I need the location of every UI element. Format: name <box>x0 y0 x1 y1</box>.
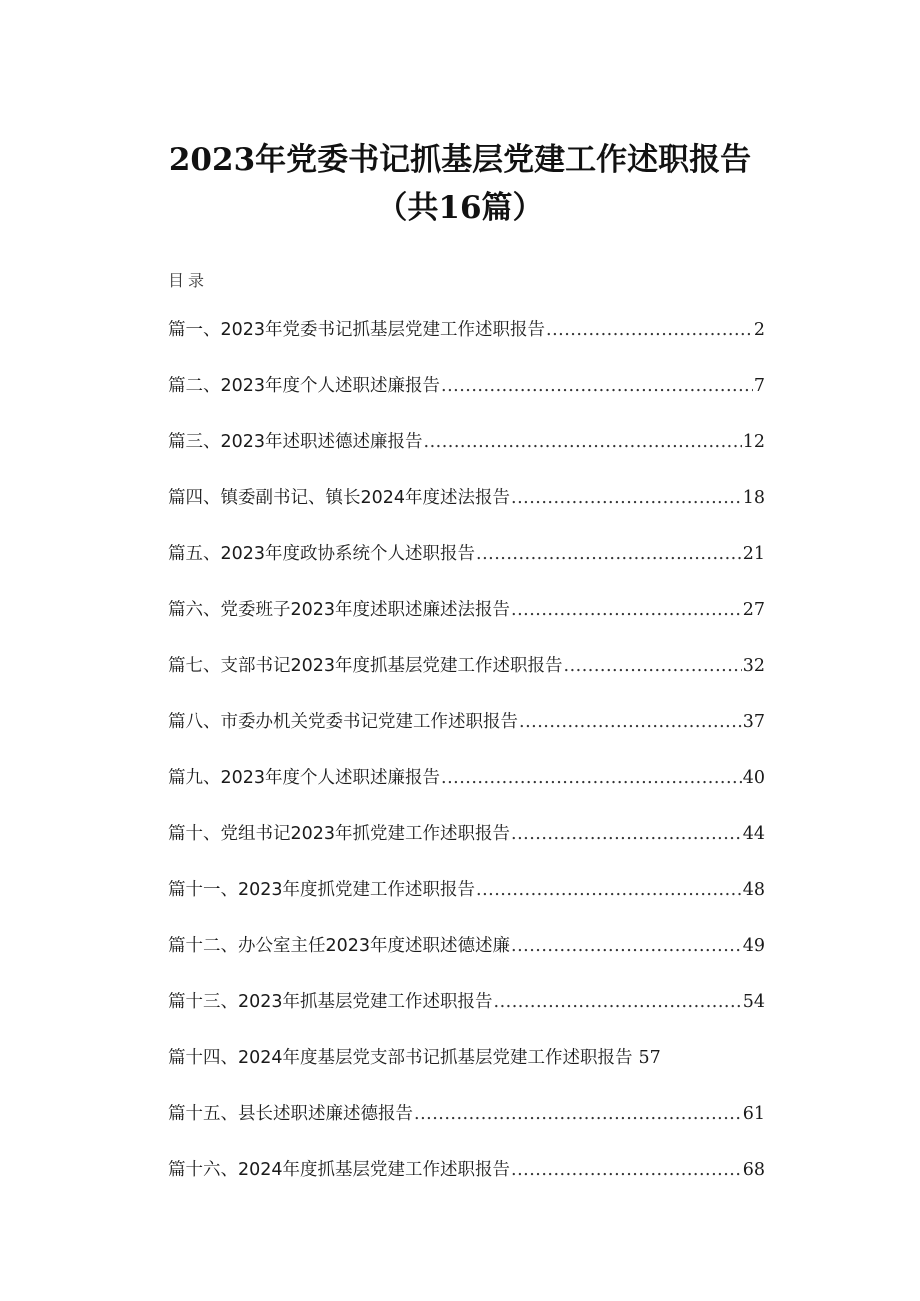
toc-leader-dots <box>424 432 742 452</box>
toc-entry-page-number: 49 <box>742 936 765 956</box>
toc-entry-page-number: 44 <box>742 824 765 844</box>
toc-leader-dots <box>511 824 742 844</box>
toc-entry-title: 篇十三、2023年抓基层党建工作述职报告 <box>168 992 493 1012</box>
toc-leader-dots <box>519 712 742 732</box>
toc-entry-page-number: 32 <box>742 656 765 676</box>
toc-entry-title: 篇十五、县长述职述廉述德报告 <box>168 1104 413 1124</box>
toc-entry-page-number: 57 <box>638 1048 661 1068</box>
toc-entry-title: 篇六、党委班子2023年度述职述廉述法报告 <box>168 600 511 620</box>
toc-entry-page-number: 7 <box>753 376 765 396</box>
toc-entry[interactable] <box>168 316 765 372</box>
toc-entry[interactable] <box>168 988 765 1044</box>
toc-entry-title: 篇一、2023年党委书记抓基层党建工作述职报告 <box>168 320 546 340</box>
toc-entry[interactable] <box>168 540 765 596</box>
toc-entry-page-number: 18 <box>742 488 765 508</box>
toc-entry[interactable] <box>168 1100 765 1156</box>
toc-entry[interactable] <box>168 820 765 876</box>
toc-entry[interactable] <box>168 764 765 820</box>
toc-entry[interactable] <box>168 596 765 652</box>
toc-entry-title: 篇十四、2024年度基层党支部书记抓基层党建工作述职报告 <box>168 1048 633 1068</box>
toc-entry[interactable] <box>168 428 765 484</box>
toc-entry-page-number: 40 <box>742 768 765 788</box>
toc-leader-dots <box>441 768 742 788</box>
toc-heading: 目录 <box>168 271 209 290</box>
toc-entry[interactable] <box>168 372 765 428</box>
toc-entry-title: 篇三、2023年述职述德述廉报告 <box>168 432 423 452</box>
toc-entry[interactable] <box>168 876 765 932</box>
toc-leader-dots <box>441 376 753 396</box>
toc-leader-dots <box>511 600 742 620</box>
toc-entry-title: 篇七、支部书记2023年度抓基层党建工作述职报告 <box>168 656 563 676</box>
toc-entry-title: 篇四、镇委副书记、镇长2024年度述法报告 <box>168 488 511 508</box>
toc-entry-title: 篇十六、2024年度抓基层党建工作述职报告 <box>168 1160 511 1180</box>
document-subtitle: （共16篇） <box>376 190 544 226</box>
toc-entry-page-number: 54 <box>742 992 765 1012</box>
toc-entry-page-number: 68 <box>742 1160 765 1180</box>
toc-entry[interactable] <box>168 652 765 708</box>
toc-entry-page-number: 12 <box>742 432 765 452</box>
toc-leader-dots <box>564 656 742 676</box>
toc-leader-dots <box>511 1160 742 1180</box>
toc-leader-dots <box>476 544 742 564</box>
toc-entry-page-number: 27 <box>742 600 765 620</box>
toc-entry-page-number: 21 <box>742 544 765 564</box>
toc-entry[interactable] <box>168 484 765 540</box>
toc-entry-title: 篇九、2023年度个人述职述廉报告 <box>168 768 441 788</box>
toc-leader-dots <box>511 488 742 508</box>
toc-entry-title: 篇十二、办公室主任2023年度述职述德述廉 <box>168 936 511 956</box>
toc-leader-dots <box>414 1104 742 1124</box>
toc-leader-dots <box>476 880 742 900</box>
toc-entry[interactable] <box>168 708 765 764</box>
toc-entry-page-number: 61 <box>742 1104 765 1124</box>
toc-entry-title: 篇八、市委办机关党委书记党建工作述职报告 <box>168 712 518 732</box>
toc-entry[interactable] <box>168 1044 765 1100</box>
toc-leader-dots <box>494 992 742 1012</box>
toc-entry-page-number: 2 <box>753 320 765 340</box>
toc-entry[interactable] <box>168 932 765 988</box>
toc-entry-title: 篇十、党组书记2023年抓党建工作述职报告 <box>168 824 511 844</box>
toc-entry-title: 篇五、2023年度政协系统个人述职报告 <box>168 544 476 564</box>
toc-entry-title: 篇二、2023年度个人述职述廉报告 <box>168 376 441 396</box>
toc-entry-page-number: 37 <box>742 712 765 732</box>
table-of-contents <box>168 316 765 1212</box>
title-block <box>0 136 920 232</box>
toc-leader-dots <box>546 320 753 340</box>
toc-leader-dots <box>511 936 742 956</box>
toc-entry[interactable] <box>168 1156 765 1212</box>
toc-entry-page-number: 48 <box>742 880 765 900</box>
document-title: 2023年党委书记抓基层党建工作述职报告 <box>168 142 752 178</box>
toc-entry-title: 篇十一、2023年度抓党建工作述职报告 <box>168 880 476 900</box>
